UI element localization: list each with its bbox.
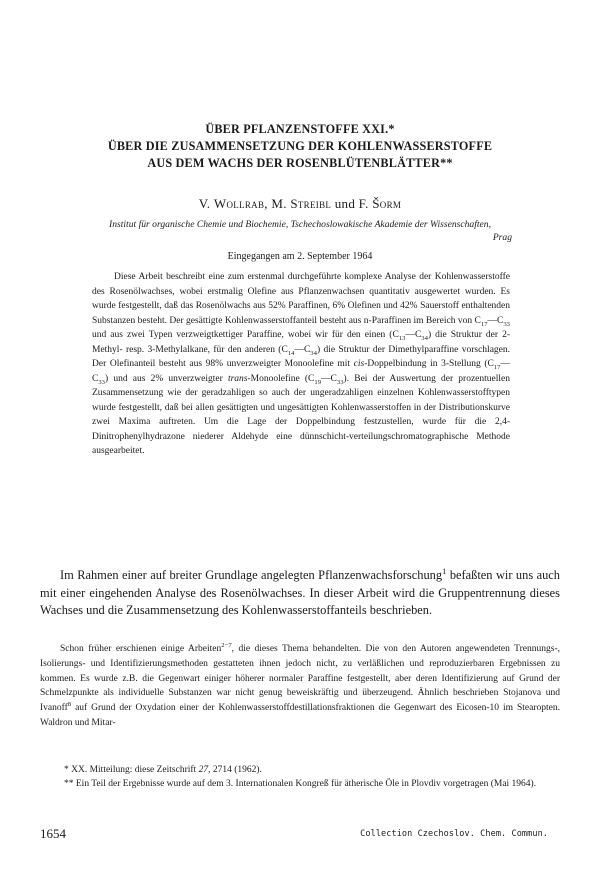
abstract [92, 270, 510, 459]
affiliation [40, 218, 560, 244]
footnote-1: * XX. Mitteilung: diese Zeitschrift 27, 2714 (1962). [64, 765, 262, 775]
introduction-paragraph: Im Rahmen einer auf breiter Grundlage angelegten Pflanzenwachsforschung$^1$ befaßten wir uns auch mit einer eingehenden Analyse des Rosenölwachses. In dieser Arbeit wird die Gruppentrennung dieses Wachses und die Zusammensetzung des Kohlenwasserstoffanteils beschrieben. [40, 565, 560, 617]
article-title-line-1: ÜBER PFLANZENSTOFFE XXI.* [205, 122, 395, 136]
footnotes [40, 763, 560, 791]
received-date: Eingegangen am 2. September 1964 [227, 251, 373, 262]
author-3-name: Šorm [372, 196, 402, 211]
body-text [40, 642, 560, 731]
footnote-2: ** Ein Teil der Ergebnisse wurde auf dem 3. Internationalen Kongreß für ätherische Öle in Plovdiv vorgetragen (Mai 1964). [64, 779, 537, 789]
reference-marker: 2−7 [221, 641, 232, 649]
page-number: 1654 [40, 826, 66, 841]
abstract-paragraph: Diese Arbeit beschreibt eine zum erstenmal durchgeführte komplexe Analyse der Kohlenwasserstoffe des Rosenölwachses, wobei erstmalig Olefine aus Pflanzenwachsen quantitativ ausgewertet wurden. Es wurde festgestellt, daß das Rosenölwachs aus 52% Paraffinen, 6% Olefinen und 42% Sauerstoff enthaltenden Substanzen besteht. Der gesättigte Kohlenwasserstoffanteil besteht aus n-Paraffinen im Bereich von $C_{17}—C_{33}$ und aus zwei Typen verzweigtkettiger Paraffine, wobei wir für den einen $(C_{13}—C_{34})$ die Struktur der 2-Methyl- resp. 3-Methylalkane, für den anderen $(C_{14}—C_{34})$ die Struktur der Dimethylparaffine vorschlagen. Der Olefinanteil besteht aus 98% unverzweigter Monoolefine mit cis-Doppelbindung in 3-Stellung $(C_{17}—C_{33})$ und aus 2% unverzweigter trans-Monoolefine $(C_{19}—C_{33})$. Bei der Auswertung der prozentuellen Zusammensetzung wie der geradzahligen so auch der ungeradzahligen einzelnen Kohlenwasserstofftypen wurde festgestellt, daß bei allen gesättigten und ungesättigten Kohlenwasserstoffen in der Distributionskurve zwei Maxima auftreten. Um die Lage der Doppelbindung festzustellen, wurde für die 2,4-Dinitrophenylhydrazone niederer Aldehyde eine dünnschicht-verteilungschromatographische Methode ausgearbeitet. [92, 272, 511, 456]
affiliation-line-2: Prag [492, 232, 512, 243]
author-line [40, 196, 560, 212]
reference-marker: 1 [442, 565, 447, 576]
article-title-line-3: AUS DEM WACHS DER ROSENBLÜTENBLÄTTER** [147, 156, 453, 170]
article-title-line-2: ÜBER DIE ZUSAMMENSETZUNG DER KOHLENWASSERSTOFFE [107, 139, 493, 153]
body-paragraph: Schon früher erschienen einige Arbeiten$^{2-7}$, die dieses Thema behandelten. Die von den Autoren angewendeten Trennungs-, Isolierungs- und Identifizierungsmethoden gestatteten ihnen jedoch nicht, zu verläßlichen und reproduzierbaren Ergebnissen zu kommen. Es wurde z.B. die Gegenwart einiger höherer normaler Paraffine festgestellt, aber deren Identifizierung auf Grund der Schmelzpunkte als individuelle Substanzen war nicht genug beweiskräftig und überzeugend. Ähnlich beschrieben Stojanova und Ivanoff$^8$ auf Grund der Oxydation einer der Kohlenwasserstoffdestillationsfraktionen die Gegenwart des Eicosen-10 im Stearopten. Waldron und Mitar- [40, 641, 560, 728]
journal-name: Collection Czechoslov. Chem. Commun. [360, 829, 548, 839]
introduction [40, 567, 560, 620]
author-separator-1: , M. [264, 196, 291, 211]
author-separator-2: und F. [331, 196, 373, 211]
reference-marker: 8 [67, 701, 72, 709]
author-2-name: Streibl [290, 196, 332, 211]
author-1-initial: V. [198, 196, 214, 211]
author-1-name: Wollrab [213, 196, 265, 211]
affiliation-line-1: Institut für organische Chemie und Biochemie, Tschechoslowakische Akademie der Wissenschaften, [109, 219, 491, 230]
